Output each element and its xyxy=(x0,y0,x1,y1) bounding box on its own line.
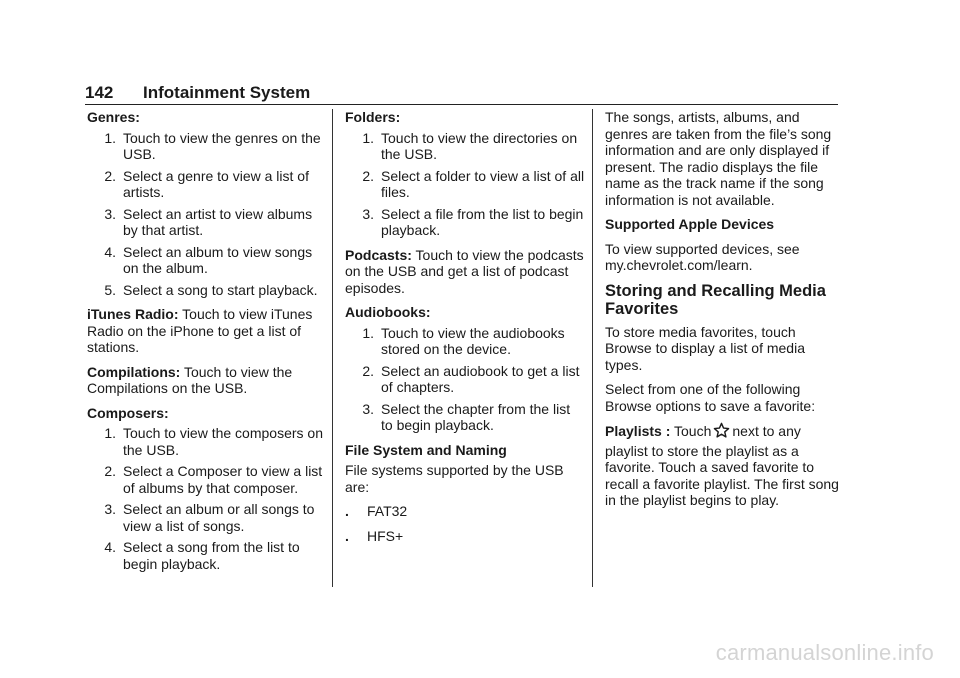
header-rule xyxy=(85,104,838,105)
bullet: . xyxy=(345,503,349,519)
browse-paragraph: Select from one of the following Browse options to save a favorite: xyxy=(605,381,816,414)
list-item: 2. Select a Composer to view a list of albums by that composer. xyxy=(104,463,323,496)
column-2 xyxy=(345,109,585,552)
page-header xyxy=(85,83,838,105)
genres-heading: Genres: xyxy=(87,109,140,125)
column-divider xyxy=(332,109,333,587)
itunes-radio-paragraph: iTunes Radio: Touch to view iTunes Radio on the iPhone to get a list of stations. xyxy=(87,306,313,355)
watermark: carmanualsonline.info xyxy=(715,640,934,665)
list-item: 3. Select the chapter from the list to begin playback. xyxy=(362,400,571,433)
list-item: 5. Select a song to start playback. xyxy=(104,281,318,298)
favorites-paragraph: To store media favorites, touch Browse to display a list of media types. xyxy=(605,323,805,373)
genres-steps xyxy=(87,130,327,299)
star-outline-icon xyxy=(713,422,730,443)
list-item: 1. Touch to view the genres on the USB. xyxy=(104,129,321,162)
list-item: 1. Touch to view the directories on the USB. xyxy=(362,129,578,162)
folders-steps xyxy=(345,130,585,239)
list-item: . FAT32 xyxy=(345,503,408,519)
list-item: . HFS+ xyxy=(345,527,404,544)
list-item: 3. Select a file from the list to begin playback. xyxy=(362,205,584,238)
section-title: Infotainment System xyxy=(143,83,311,102)
file-system-heading: File System and Naming xyxy=(345,441,507,458)
list-item: 4. Select an album to view songs on the album. xyxy=(104,243,313,276)
favorites-heading: Storing and Recalling Media Favorites xyxy=(605,281,826,318)
list-item: 2. Select an audiobook to get a list of chapters. xyxy=(362,362,580,395)
audiobooks-heading: Audiobooks: xyxy=(345,304,431,320)
folders-heading: Folders: xyxy=(345,109,401,125)
list-item: 4. Select a song from the list to begin playback. xyxy=(104,539,300,572)
apple-devices-heading: Supported Apple Devices xyxy=(605,216,775,232)
page-number: 142 xyxy=(85,83,114,102)
composers-heading: Composers: xyxy=(87,404,169,421)
list-item: 3. Select an artist to view albums by that artist. xyxy=(104,205,313,238)
list-item: 1. Touch to view the composers on the USB. xyxy=(104,425,323,458)
list-item: 2. Select a genre to view a list of artists. xyxy=(104,167,309,200)
column-divider xyxy=(592,109,593,587)
list-item: 1. Touch to view the audiobooks stored on the device. xyxy=(362,324,565,357)
apple-devices-paragraph: To view supported devices, see my.chevrolet.com/learn. xyxy=(605,240,800,273)
file-system-paragraph: File systems supported by the USB are: xyxy=(345,462,564,495)
bullet: . xyxy=(345,527,349,544)
file-system-list xyxy=(345,503,585,544)
playlists-paragraph: Playlists : Touch next to any playlist to store the playlist as a favorite. Touch a saved favorite to recall a favorite playlist. The first song in the playlist begins to play. xyxy=(605,423,839,508)
compilations-paragraph: Compilations: Touch to view the Compilations on the USB. xyxy=(87,363,293,396)
column-1 xyxy=(87,109,327,580)
list-item: 3. Select an album or all songs to view a list of songs. xyxy=(104,501,315,534)
composers-steps xyxy=(87,425,327,572)
audiobooks-steps xyxy=(345,325,585,434)
list-item: 2. Select a folder to view a list of all files. xyxy=(362,167,585,200)
song-info-paragraph: The songs, artists, albums, and genres are taken from the file’s song information and are only displayed if present. The radio displays the file name as the track name if the song information is not available. xyxy=(605,109,832,208)
column-3 xyxy=(605,109,845,517)
podcasts-paragraph: Podcasts: Touch to view the podcasts on the USB and get a list of podcast episodes. xyxy=(345,246,584,296)
